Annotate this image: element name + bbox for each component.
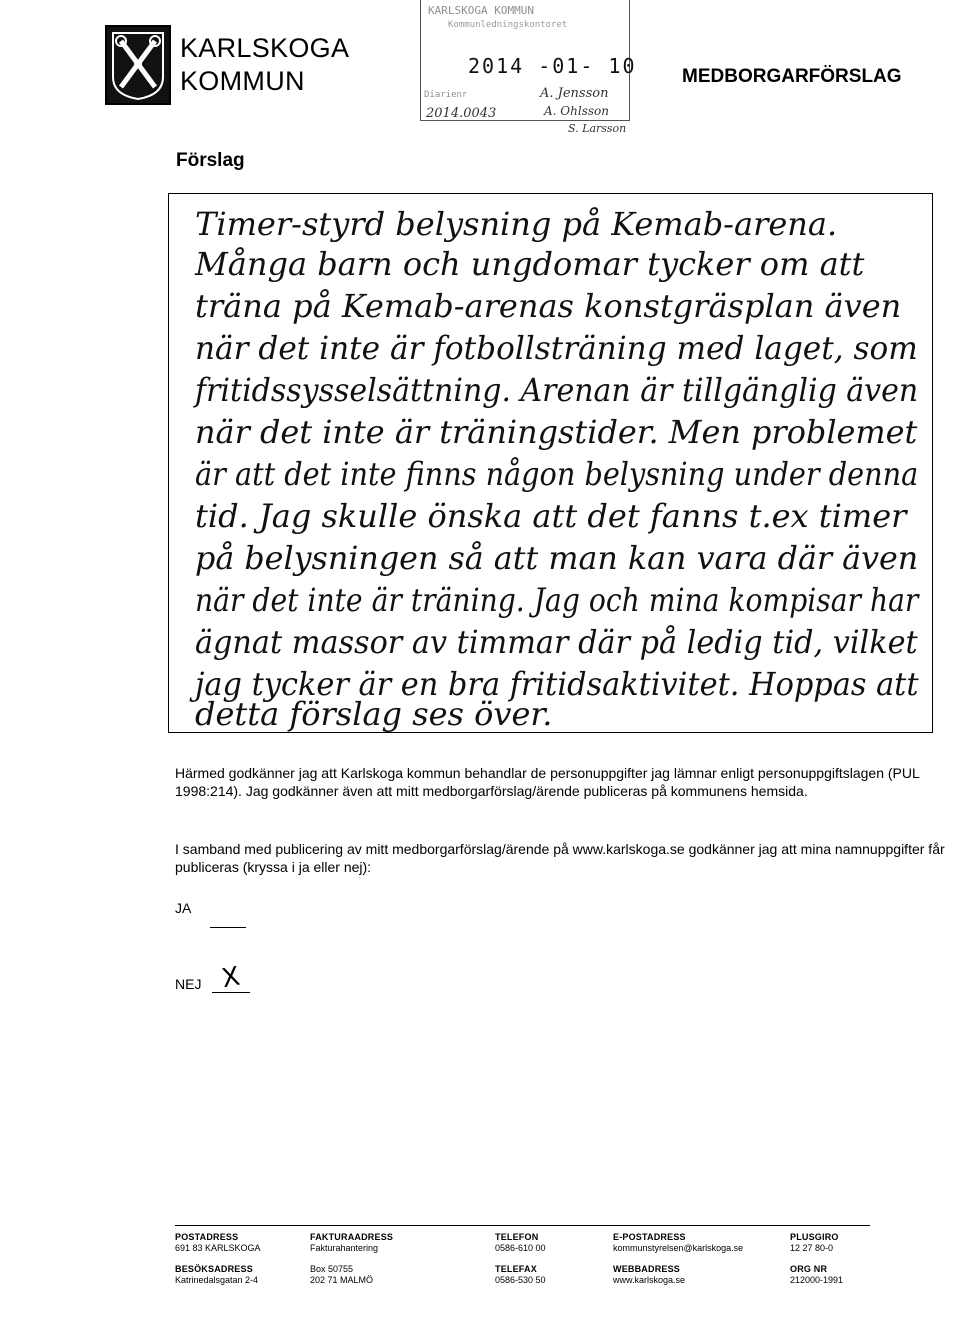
proposal-line: när det inte är träning. Jag och mina kompisar har — [195, 581, 919, 619]
proposal-text-box — [168, 193, 933, 733]
footer-col-postadress — [175, 1232, 261, 1286]
stamp-unit: Kommunledningskontoret — [448, 20, 568, 30]
footer-value: Box 50755 202 71 MALMÖ — [310, 1264, 374, 1285]
footer-value: 212000-1991 — [790, 1275, 844, 1285]
footer-value: Katrinedalsgatan 2-4 — [175, 1275, 259, 1285]
footer-heading: PLUSGIRO — [790, 1232, 839, 1242]
footer-value: Fakturahantering — [310, 1243, 379, 1253]
section-label-forslag: Förslag — [176, 150, 245, 171]
footer-heading: TELEFAX — [495, 1264, 537, 1274]
footer-heading: WEBBADRESS — [613, 1264, 681, 1274]
proposal-line: fritidssysselsättning. Arenan är tillgänglig även — [195, 371, 919, 409]
consent-paragraph-pul: Härmed godkänner jag att Karlskoga kommun behandlar de personuppgifter jag lämnar enligt personuppgiftslagen (PUL 1998:214). Jag godkänner även att mitt medborgarförslag/ärende publiceras på kommunens hemsida. — [175, 765, 920, 799]
nej-cross-mark: X — [219, 961, 243, 995]
footer-divider — [175, 1225, 870, 1226]
footer-value: 12 27 80-0 — [790, 1243, 834, 1253]
proposal-line: på belysningen så att man kan vara där även — [195, 539, 919, 577]
footer-value: 0586-530 50 — [495, 1275, 546, 1285]
stamp-date: 2014 -01- 10 — [468, 54, 637, 78]
footer-heading: ORG NR — [790, 1264, 828, 1274]
karlskoga-coat-of-arms-logo — [105, 25, 171, 105]
received-stamp — [420, 0, 637, 140]
coat-of-arms-icon — [107, 27, 169, 103]
ja-option-label: JA — [175, 900, 192, 916]
footer-website-link[interactable]: www.karlskoga.se — [613, 1275, 686, 1285]
stamp-signature-2: A. Ohlsson — [544, 104, 609, 118]
stamp-diarienr: 2014.0043 — [426, 106, 497, 121]
footer-value: 691 83 KARLSKOGA — [175, 1243, 261, 1253]
footer — [175, 1232, 875, 1302]
footer-heading: TELEFON — [495, 1232, 539, 1242]
organization-name — [180, 32, 349, 98]
footer-heading: E-POSTADRESS — [613, 1232, 686, 1242]
proposal-line: Timer-styrd belysning på Kemab-arena. — [195, 205, 838, 243]
footer-col-plusgiro — [790, 1232, 843, 1286]
ja-checkbox-line[interactable] — [210, 927, 246, 928]
stamp-signature-1: A. Jensson — [540, 86, 609, 101]
footer-col-fakturaadress — [310, 1232, 393, 1286]
proposal-line: tid. Jag skulle önska att det fanns t.ex timer — [195, 497, 907, 535]
stamp-diarienr-label: Diarienr — [424, 90, 468, 100]
nej-option-label: NEJ — [175, 976, 202, 992]
proposal-line: när det inte är fotbollsträning med laget, som — [195, 329, 918, 367]
footer-heading: BESÖKSADRESS — [175, 1264, 253, 1274]
proposal-line: Många barn och ungdomar tycker om att — [195, 245, 865, 283]
proposal-line: när det inte är träningstider. Men problemet — [195, 413, 918, 451]
org-name-line-1: KARLSKOGA — [180, 33, 350, 63]
proposal-line: träna på Kemab-arenas konstgräsplan även — [195, 287, 902, 325]
footer-heading: POSTADRESS — [175, 1232, 239, 1242]
footer-col-telefon — [495, 1232, 546, 1286]
document-type: MEDBORGARFÖRSLAG — [682, 66, 902, 87]
proposal-line: jag tycker är en bra fritidsaktivitet. Hoppas att — [195, 665, 919, 703]
proposal-line: är att det inte finns någon belysning under denna — [195, 455, 919, 493]
consent-paragraph-publish: I samband med publicering av mitt medborgarförslag/ärende på www.karlskoga.se godkänner jag att mina namnuppgifter får publiceras (kryssa i ja eller nej): — [175, 841, 945, 875]
footer-col-epost — [613, 1232, 743, 1286]
footer-email[interactable]: kommunstyrelsen@karlskoga.se — [613, 1243, 744, 1253]
org-name-line-2: KOMMUN — [180, 66, 305, 96]
stamp-signature-3: S. Larsson — [568, 122, 627, 135]
footer-value: 0586-610 00 — [495, 1243, 546, 1253]
stamp-org: KARLSKOGA KOMMUN — [428, 4, 534, 17]
proposal-line: ägnat massor av timmar där på ledig tid, vilket — [195, 623, 918, 661]
footer-heading: FAKTURAADRESS — [310, 1232, 394, 1242]
proposal-line: detta förslag ses över. — [195, 695, 553, 733]
